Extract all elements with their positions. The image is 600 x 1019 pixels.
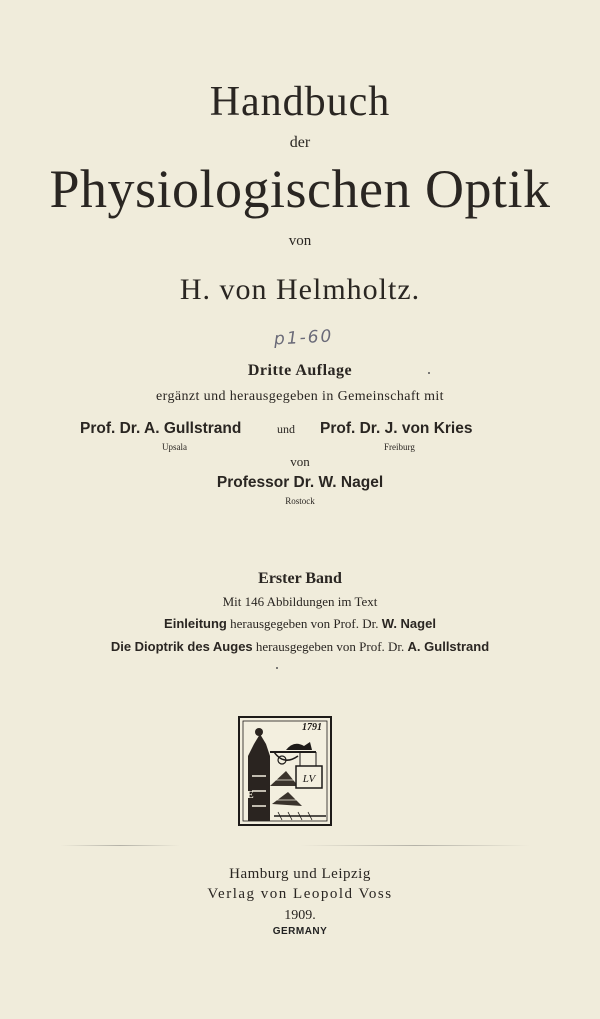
- author-name: H. von Helmholtz.: [179, 273, 421, 306]
- einleitung-editor: W. Nagel: [381, 616, 436, 631]
- publication-year: 1909.: [284, 908, 316, 923]
- dioptrik-middle: herausgegeben von Prof. Dr.: [252, 639, 408, 654]
- emblem-year: 1791: [302, 722, 322, 733]
- volume-einleitung: [0, 616, 600, 632]
- scan-rule-right: [300, 845, 530, 846]
- conjunction-und: und: [277, 422, 295, 436]
- volume-title: Erster Band: [258, 570, 342, 587]
- country-stamp: GERMANY: [272, 926, 328, 937]
- volume-illustrations: Mit 146 Abbildungen im Text: [222, 594, 378, 609]
- editor-nagel: Professor Dr. W. Nagel: [216, 474, 384, 491]
- title-handbuch: Handbuch: [209, 79, 391, 125]
- volume-dioptrik: [0, 639, 600, 655]
- coeditor-gullstrand-city: Upsala: [162, 442, 187, 452]
- dioptrik-editor: A. Gullstrand: [407, 639, 490, 654]
- speck-mark: [428, 372, 430, 374]
- editor-von: von: [290, 454, 310, 469]
- title-main: Physiologischen Optik: [49, 159, 551, 219]
- edition-label: Dritte Auflage: [247, 362, 353, 379]
- editor-nagel-city: Rostock: [285, 496, 315, 506]
- edition-description: ergänzt und herausgegeben in Gemeinschaft mit: [156, 389, 444, 404]
- einleitung-middle: herausgegeben von Prof. Dr.: [226, 616, 382, 631]
- coeditor-gullstrand: Prof. Dr. A. Gullstrand: [80, 420, 242, 437]
- emblem-initials: LV: [302, 773, 316, 785]
- coeditor-kries-city: Freiburg: [384, 442, 415, 452]
- handwritten-note: p1-60: [273, 326, 334, 350]
- title-der: der: [289, 134, 311, 151]
- publisher-place: Hamburg und Leipzig: [229, 866, 371, 882]
- title-von: von: [288, 233, 312, 249]
- dioptrik-label: Die Dioptrik des Auges: [110, 639, 253, 654]
- printer-emblem-icon: [238, 716, 332, 826]
- speck-mark: [276, 667, 278, 669]
- emblem-side-letter: E: [247, 790, 254, 801]
- publisher-name: Verlag von Leopold Voss: [207, 886, 393, 902]
- coeditor-kries: Prof. Dr. J. von Kries: [320, 420, 473, 437]
- scan-rule-left: [60, 845, 180, 846]
- einleitung-label: Einleitung: [164, 616, 227, 631]
